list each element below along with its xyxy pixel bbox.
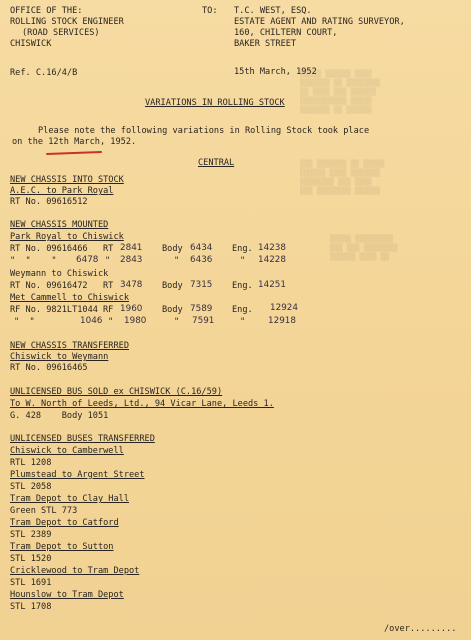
from-line-1: OFFICE OF THE: [10, 6, 83, 16]
mounted-row-1-type: RT [103, 244, 114, 254]
transfer-route: Tram Depot to Sutton [10, 542, 114, 552]
red-underline-mark [46, 151, 102, 155]
mounted-row-1-fleet: 2841 [120, 243, 143, 253]
transfer-route: Tram Depot to Catford [10, 518, 119, 528]
mounted-row-5-eng-ditto: " [240, 317, 246, 327]
intro-line-2: on the 12th March, 1952. [12, 137, 137, 147]
mounted-row-4-type: RF [103, 305, 114, 315]
mounted-row-5-eng: 12918 [268, 316, 296, 326]
mounted-row-4-eng: 12924 [270, 303, 298, 313]
from-line-4: CHISWICK [10, 39, 52, 49]
mounted-row-5-body-ditto: " [174, 317, 180, 327]
transfer-route: Hounslow to Tram Depot [10, 590, 124, 600]
mounted-row-1-eng: 14238 [258, 243, 286, 253]
to-line-2: ESTATE AGENT AND RATING SURVEYOR, [234, 17, 405, 27]
to-line-1: T.C. WEST, ESQ. [234, 6, 312, 16]
mounted-row-5-body: 7591 [192, 316, 215, 326]
reference: Ref. C.16/4/B [10, 68, 78, 78]
transfer-bus: STL 2389 [10, 530, 52, 540]
transfer-bus: Green STL 773 [10, 506, 78, 516]
document-title: VARIATIONS IN ROLLING STOCK [145, 98, 285, 108]
mounted-row-3-eng: 14251 [258, 280, 286, 290]
to-label: TO: [202, 6, 218, 16]
block-sub-met-cammell: Met Cammell to Chiswick [10, 293, 129, 303]
block-sub-transferred: Chiswick to Weymann [10, 352, 109, 362]
mounted-row-3-body: 7315 [190, 280, 213, 290]
transfer-bus: STL 1520 [10, 554, 52, 564]
mounted-row-2-type-ditto: " [105, 256, 111, 266]
block-heading-buses-transferred: UNLICENSED BUSES TRANSFERRED [10, 434, 155, 444]
block-sub-into-stock: A.E.C. to Park Royal [10, 186, 114, 196]
show-through-text: ▒▒▒▒▒ ▒▒▒▒▒▒ ▒▒▒▒ ▒▒▒▒▒▒▒ ▒▒ ▒▒▒▒▒▒▒▒ ▒▒ ▒▒▒▒ ▒▒▒ ▒▒▒▒▒▒ ▒▒▒▒▒▒▒▒▒▒▒ ▒▒▒▒▒ ▒▒▒▒▒▒▒ ▒▒ ▒▒▒▒▒▒ [300, 70, 381, 114]
transfer-bus: STL 2058 [10, 482, 52, 492]
mounted-row-2-body: 6436 [190, 255, 213, 265]
transfer-bus: STL 1708 [10, 602, 52, 612]
mounted-row-4-fleet: 1960 [120, 304, 143, 314]
to-line-3: 160, CHILTERN COURT, [234, 28, 338, 38]
letter-date: 15th March, 1952 [234, 67, 317, 77]
mounted-row-1-body: 6434 [190, 243, 213, 253]
mounted-row-2-body-ditto: " [174, 256, 180, 266]
from-line-2: ROLLING STOCK ENGINEER [10, 17, 124, 27]
transfer-route: Tram Depot to Clay Hall [10, 494, 129, 504]
mounted-row-1-chassis: RT No. 09616466 [10, 244, 88, 254]
mounted-row-5-chassis: 1046 [80, 316, 103, 326]
block-heading-mounted: NEW CHASSIS MOUNTED [10, 220, 109, 230]
block-heading-transferred: NEW CHASSIS TRANSFERRED [10, 341, 129, 351]
mounted-row-3-chassis: RT No. 09616472 [10, 281, 88, 291]
sold-details: G. 428 Body 1051 [10, 411, 109, 421]
mounted-row-2-eng: 14228 [258, 255, 286, 265]
block-sub-park-royal: Park Royal to Chiswick [10, 232, 124, 242]
mounted-row-5-ditto: " " [14, 317, 35, 327]
block-line-transferred: RT No. 09616465 [10, 363, 88, 373]
mounted-row-3-body-label: Body [162, 281, 183, 291]
mounted-row-4-body-label: Body [162, 305, 183, 315]
mounted-row-4-eng-label: Eng. [232, 305, 253, 315]
mounted-row-1-body-label: Body [162, 244, 183, 254]
intro-line-1: Please note the following variations in Rolling Stock took place [38, 126, 370, 136]
mounted-row-3-type: RT [103, 281, 114, 291]
block-sub-weymann: Weymann to Chiswick [10, 269, 109, 279]
mounted-row-2-chassis: 6478 [76, 255, 99, 265]
transfer-route: Chiswick to Camberwell [10, 446, 124, 456]
mounted-row-2-ditto: " " " [10, 256, 57, 266]
over-continuation: /over......... [384, 624, 457, 634]
mounted-row-3-fleet: 3478 [120, 280, 143, 290]
transfer-bus: STL 1691 [10, 578, 52, 588]
section-heading: CENTRAL [198, 158, 235, 168]
mounted-row-5-type-ditto: " [108, 317, 114, 327]
mounted-row-3-eng-label: Eng. [232, 281, 253, 291]
block-heading-sold: UNLICENSED BUS SOLD ex CHISWICK (C.16/59) [10, 387, 223, 397]
mounted-row-4-body: 7589 [190, 304, 213, 314]
from-line-3: (ROAD SERVICES) [22, 28, 100, 38]
block-heading-into-stock: NEW CHASSIS INTO STOCK [10, 175, 124, 185]
mounted-row-5-fleet: 1980 [124, 316, 147, 326]
transfer-route: Plumstead to Argent Street [10, 470, 145, 480]
block-line-into-stock: RT No. 09616512 [10, 197, 88, 207]
mounted-row-4-chassis: RF No. 9821LT1044 [10, 305, 98, 315]
sold-address: To W. North of Leeds, Ltd., 94 Vicar Lane, Leeds 1. [10, 399, 274, 409]
mounted-row-2-eng-ditto: " [240, 256, 246, 266]
mounted-row-1-eng-label: Eng. [232, 244, 253, 254]
mounted-row-2-fleet: 2843 [120, 255, 143, 265]
transfer-bus: RTL 1208 [10, 458, 52, 468]
show-through-text: ▒▒▒ ▒▒▒▒▒▒▒ ▒▒ ▒▒▒▒▒ ▒▒▒▒▒▒ ▒▒▒▒ ▒▒▒▒▒▒▒ ▒▒▒▒▒▒▒▒ ▒▒▒ ▒▒▒▒ ▒▒▒ ▒▒▒▒▒▒▒▒ ▒▒▒▒▒▒ [300, 160, 385, 195]
to-line-4: BAKER STREET [234, 39, 297, 49]
show-through-text: ▒▒▒▒▒ ▒▒▒▒▒▒▒▒▒ ▒▒▒ ▒▒▒ ▒▒▒▒▒▒▒▒ ▒▒▒▒▒▒ ▒▒▒▒ ▒▒ [330, 235, 398, 261]
transfer-route: Cricklewood to Tram Depot [10, 566, 140, 576]
